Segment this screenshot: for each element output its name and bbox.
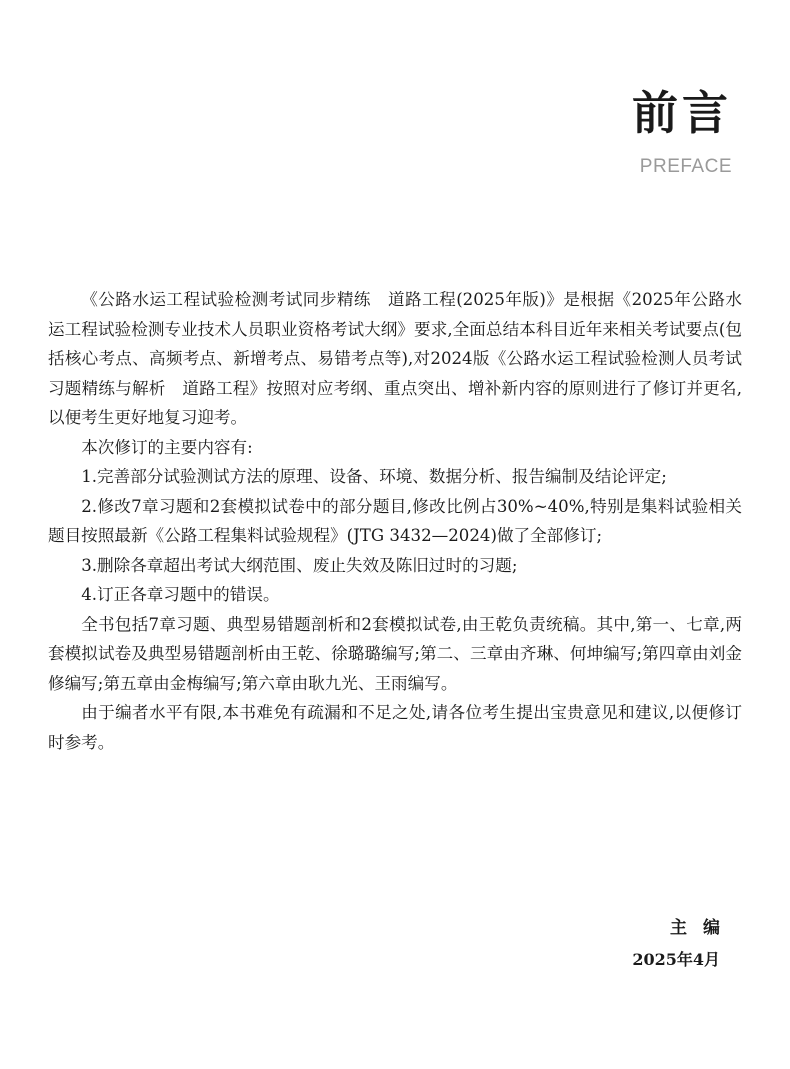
preface-body <box>48 285 742 757</box>
signature-role: 主编 <box>670 918 736 938</box>
paragraph-revision-item-4: 4.订正各章习题中的错误。 <box>81 585 280 604</box>
paragraph-intro: 《公路水运工程试验检测考试同步精练 道路工程(2025年版)》是根据《2025年公路水运工程试验检测专业技术人员职业资格考试大纲》要求,全面总结本科目近年来相关考试要点(包括核心考点、高频考点、新增考点、易错考点等),对2024版《公路水运工程试验检测人员考试习题精练与解析 道路工程》按照对应考纲、重点突出、增补新内容的原则进行了修订并更名,以便考生更好地复习迎考。 <box>48 290 742 427</box>
page-subtitle: PREFACE <box>639 156 732 177</box>
signature-block <box>632 917 736 971</box>
paragraph-revision-item-1: 1.完善部分试验测试方法的原理、设备、环境、数据分析、报告编制及结论评定; <box>81 467 667 486</box>
paragraph-closing: 由于编者水平有限,本书难免有疏漏和不足之处,请各位考生提出宝贵意见和建议,以便修订时参考。 <box>48 703 742 752</box>
signature-date: 2025年4月 <box>632 950 720 969</box>
paragraph-authors: 全书包括7章习题、典型易错题剖析和2套模拟试卷,由王乾负责统稿。其中,第一、七章,两套模拟试卷及典型易错题剖析由王乾、徐璐璐编写;第二、三章由齐琳、何坤编写;第四章由刘金修编写;第五章由金梅编写;第六章由耿九光、王雨编写。 <box>48 614 742 693</box>
page-title: 前言 <box>632 86 732 140</box>
paragraph-revision-heading: 本次修订的主要内容有: <box>81 437 253 457</box>
paragraph-revision-item-3: 3.删除各章超出考试大纲范围、废止失效及陈旧过时的习题; <box>81 555 518 575</box>
paragraph-revision-item-2: 2.修改7章习题和2套模拟试卷中的部分题目,修改比例占30%~40%,特别是集料试验相关题目按照最新《公路工程集料试验规程》(JTG 3432—2024)做了全部修订; <box>48 496 742 545</box>
